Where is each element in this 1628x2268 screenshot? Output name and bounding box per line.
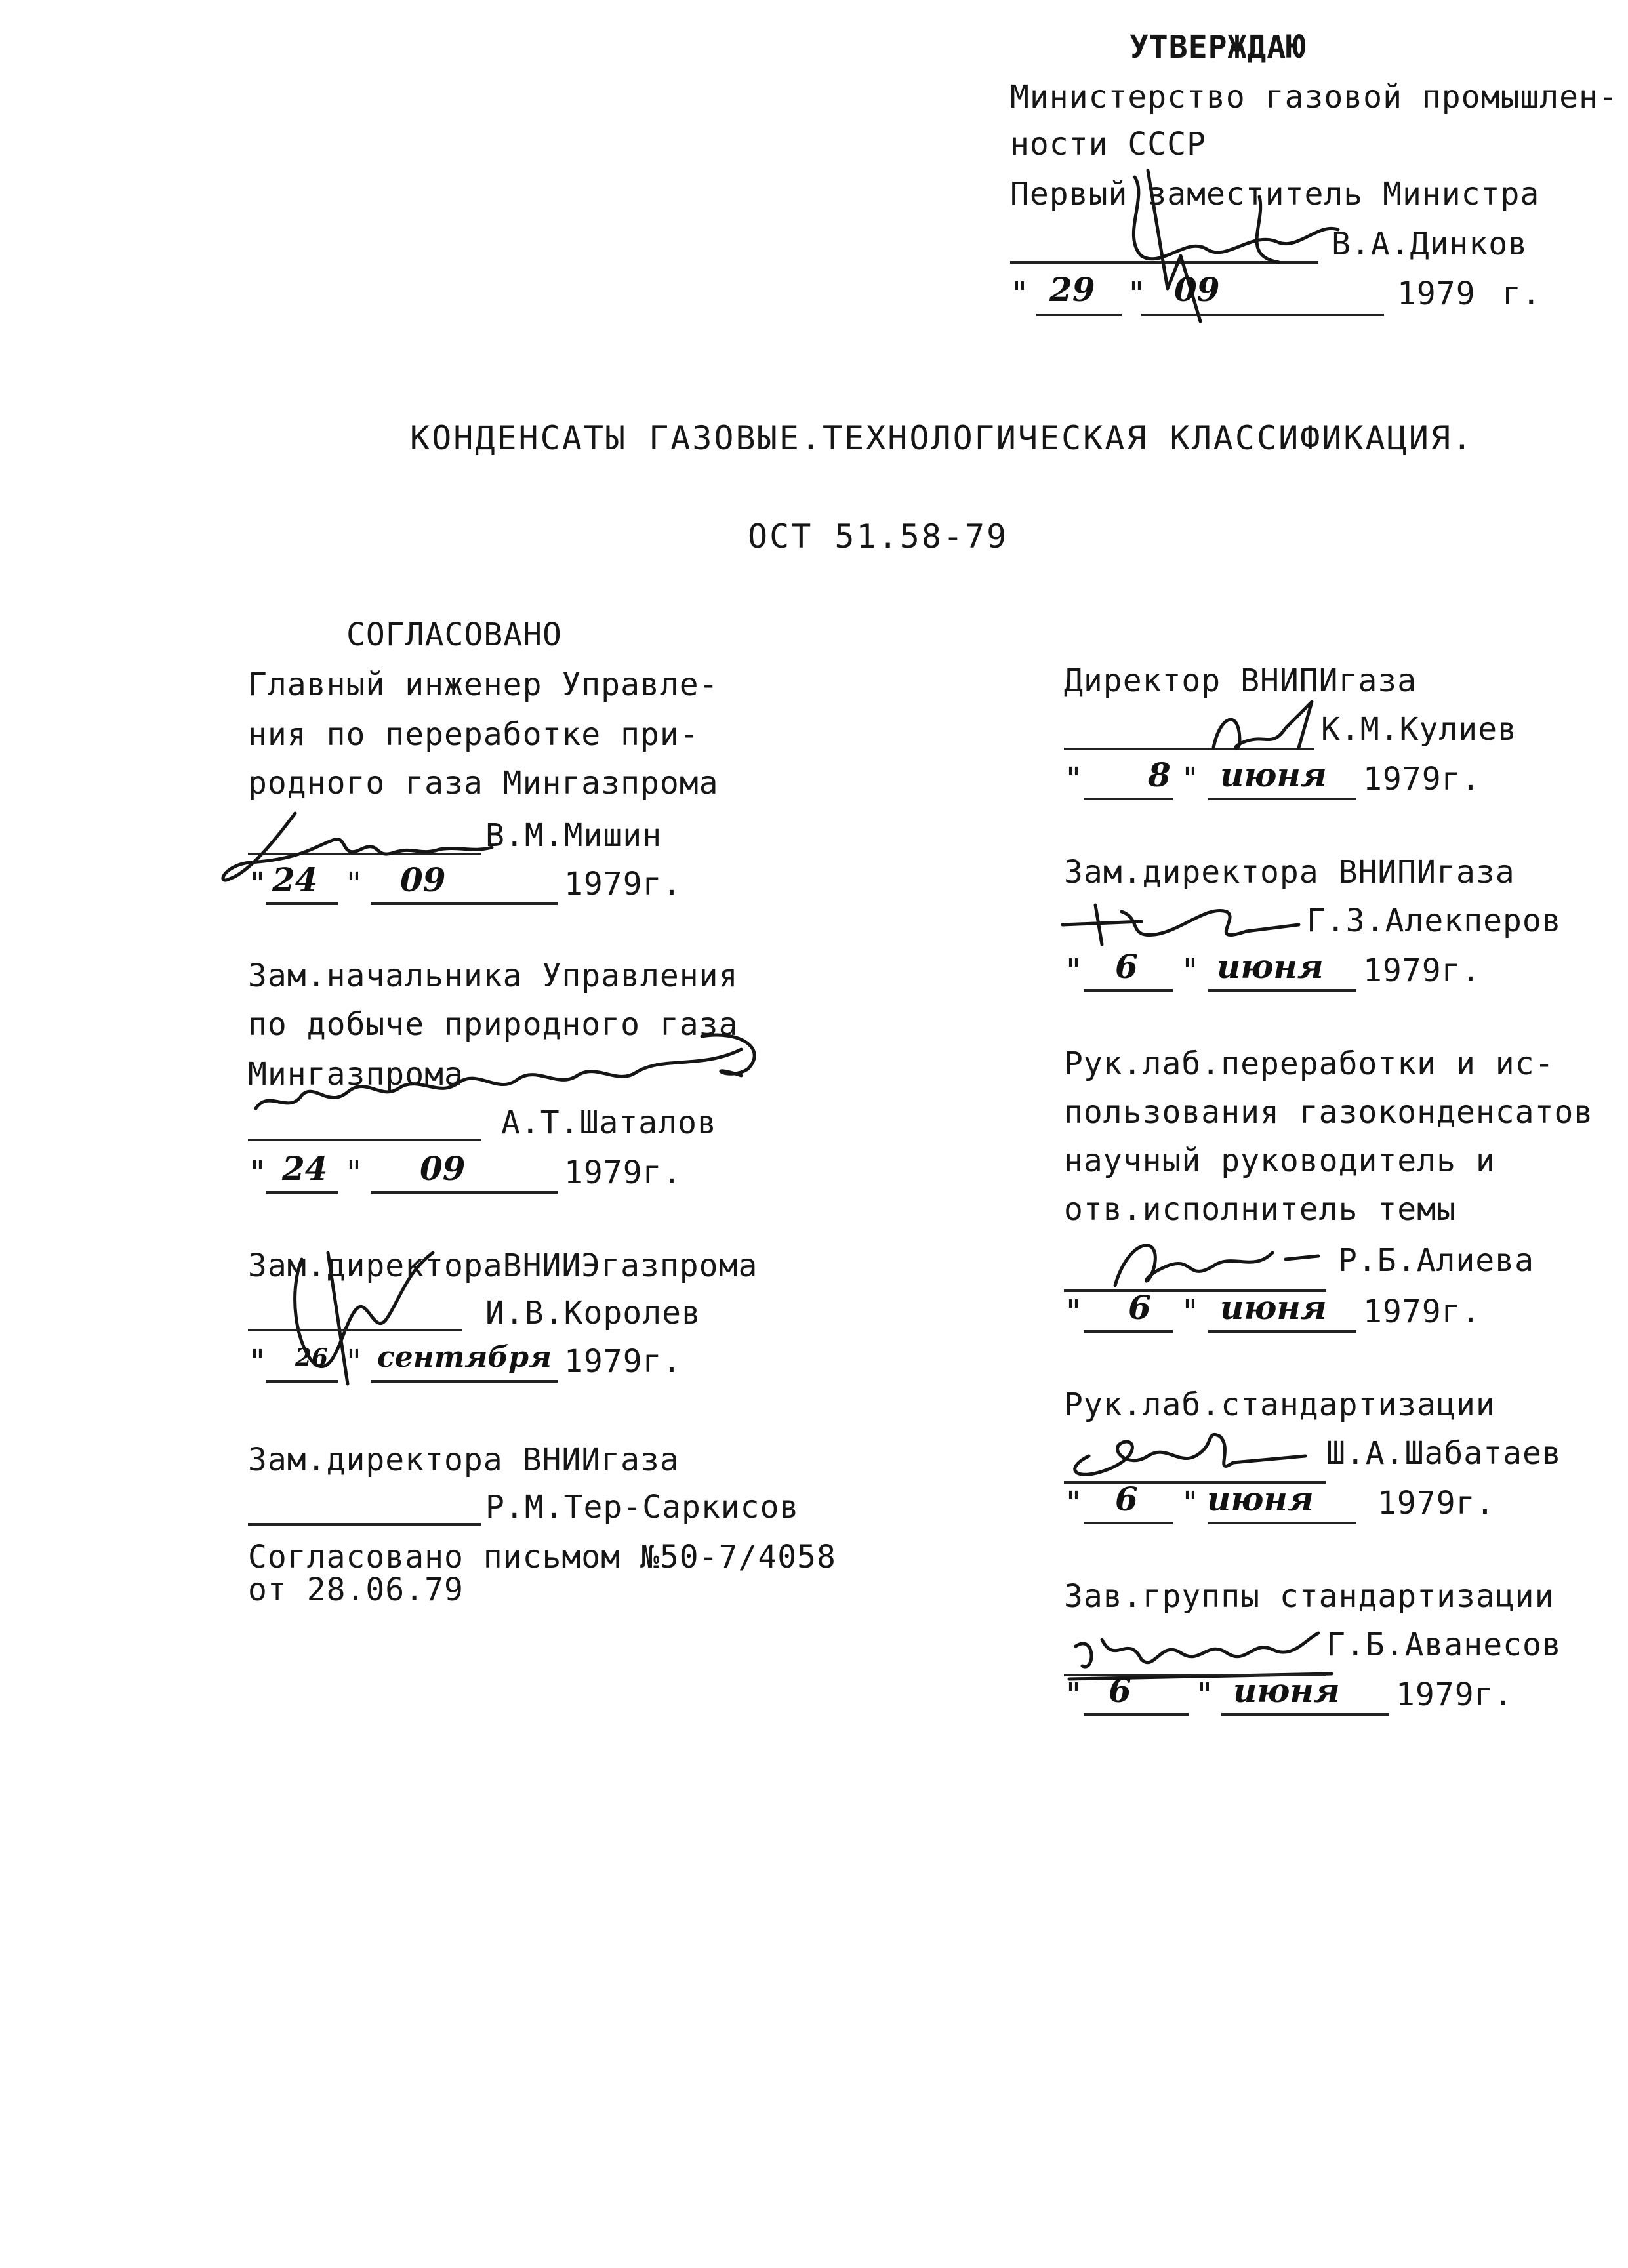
left-s2-day-line	[266, 1191, 338, 1194]
right-s5-q1: "	[1064, 1676, 1084, 1713]
right-s1-signature	[1200, 695, 1332, 761]
approval-heading: УТВЕРЖДАЮ	[1129, 29, 1307, 66]
right-s1-line1: Директор ВНИПИгаза	[1064, 662, 1417, 699]
left-s1-day: 24	[272, 861, 318, 899]
right-s3-year: 1979г.	[1363, 1293, 1481, 1330]
left-s2-day: 24	[282, 1149, 328, 1188]
right-s2-name: Г.З.Алекперов	[1307, 902, 1562, 939]
left-s1-name: В.М.Мишин	[485, 817, 662, 854]
approval-date-month: 09	[1174, 270, 1220, 309]
right-s1-day: 8	[1148, 756, 1171, 794]
left-s3-year: 1979г.	[564, 1343, 682, 1380]
right-s1-month: июня	[1220, 756, 1327, 794]
left-s1-month: 09	[400, 861, 446, 899]
right-s3-month: июня	[1220, 1288, 1327, 1327]
left-s3-signature-line	[248, 1329, 462, 1331]
right-s4-month: июня	[1207, 1480, 1314, 1518]
right-s4-month-line	[1208, 1522, 1356, 1524]
right-s2-line1: Зам.директора ВНИПИгаза	[1064, 854, 1515, 891]
right-s5-day: 6	[1109, 1671, 1131, 1710]
approval-signature	[1109, 157, 1358, 348]
left-s1-year: 1979г.	[564, 866, 682, 902]
right-s1-q1: "	[1064, 761, 1084, 798]
right-s3-line4: отв.исполнитель темы	[1064, 1191, 1456, 1228]
approval-date-day: 29	[1049, 270, 1095, 309]
right-s1-q2: "	[1181, 761, 1200, 798]
left-s4-name: Р.М.Тер-Саркисов	[485, 1489, 800, 1526]
right-s5-month: июня	[1233, 1671, 1340, 1710]
left-s1-month-line	[371, 902, 558, 905]
document-code: ОСТ 51.58-79	[748, 517, 1009, 556]
left-s4-signature-line	[248, 1523, 481, 1526]
right-s2-month-line	[1208, 989, 1356, 992]
left-s2-month-line	[371, 1191, 558, 1194]
right-s5-name: Г.Б.Аванесов	[1326, 1627, 1562, 1663]
right-s4-day: 6	[1115, 1480, 1138, 1518]
right-s3-name: Р.Б.Алиева	[1338, 1242, 1534, 1279]
right-s3-q2: "	[1181, 1293, 1200, 1330]
approval-position: Первый заместитель Министра	[1010, 176, 1540, 213]
left-s1-line2: ния по переработке при-	[248, 716, 699, 753]
right-s2-q2: "	[1181, 952, 1200, 989]
left-s4-note1: Согласовано письмом №50-7/4058	[248, 1539, 836, 1575]
right-s1-day-line	[1084, 798, 1173, 800]
approval-ministry-line1: Министерство газовой промышлен-	[1010, 79, 1618, 115]
left-s2-line3: Мингазпрома	[248, 1056, 464, 1093]
right-s2-day: 6	[1115, 947, 1138, 986]
left-s2-line2: по добыче природного газа	[248, 1006, 739, 1043]
document-title: КОНДЕНСАТЫ ГАЗОВЫЕ.ТЕХНОЛОГИЧЕСКАЯ КЛАССИФИКАЦИЯ.	[410, 419, 1475, 457]
right-s1-name: К.М.Кулиев	[1321, 711, 1517, 748]
left-s4-note2: от 28.06.79	[248, 1571, 464, 1608]
right-s5-month-line	[1221, 1713, 1389, 1716]
left-s2-signature-line	[248, 1139, 481, 1141]
left-s3-line1: Зам.директораВНИИЭгазпрома	[248, 1247, 758, 1284]
right-s3-line2: пользования газоконденсатов	[1064, 1094, 1594, 1131]
right-s5-q2: "	[1195, 1676, 1215, 1713]
left-s1-q1: "	[248, 866, 268, 902]
right-s4-q1: "	[1064, 1485, 1084, 1522]
left-s1-line3: родного газа Мингазпрома	[248, 765, 719, 801]
left-s3-q1: "	[248, 1343, 268, 1380]
right-s2-year: 1979г.	[1363, 952, 1481, 989]
approval-date-open-quote: "	[1010, 275, 1030, 312]
approval-month-line	[1141, 314, 1384, 316]
left-s2-name: А.Т.Шаталов	[501, 1104, 717, 1141]
right-s4-year: 1979г.	[1377, 1485, 1496, 1522]
right-s2-month: июня	[1217, 947, 1324, 986]
right-s1-year: 1979г.	[1363, 761, 1481, 798]
left-s3-month: сентября	[377, 1341, 552, 1374]
approval-name: В.А.Динков	[1332, 226, 1528, 262]
approval-ministry-line2: ности СССР	[1010, 126, 1206, 163]
left-s2-year: 1979г.	[564, 1154, 682, 1191]
right-s4-q2: "	[1181, 1485, 1200, 1522]
approval-date-year: 1979	[1397, 275, 1476, 312]
right-s4-signature	[1049, 1417, 1312, 1489]
right-s3-q1: "	[1064, 1293, 1084, 1330]
right-s3-day: 6	[1128, 1288, 1151, 1327]
right-s4-name: Ш.А.Шабатаев	[1326, 1435, 1562, 1472]
agreed-heading: СОГЛАСОВАНО	[346, 617, 562, 653]
right-s5-line1: Зав.группы стандартизации	[1064, 1578, 1555, 1615]
right-s3-line1: Рук.лаб.переработки и ис-	[1064, 1045, 1555, 1082]
approval-day-line	[1036, 314, 1122, 316]
right-s2-day-line	[1084, 989, 1173, 992]
left-s4-line1: Зам.директора ВНИИгаза	[248, 1442, 680, 1478]
left-s3-month-line	[371, 1380, 558, 1383]
right-s2-q1: "	[1064, 952, 1084, 989]
left-s3-q2: "	[344, 1343, 364, 1380]
left-s1-line1: Главный инженер Управле-	[248, 666, 719, 703]
left-s3-name: И.В.Королев	[485, 1295, 701, 1331]
right-s5-day-line	[1084, 1713, 1189, 1716]
right-s3-day-line	[1084, 1330, 1173, 1333]
left-s3-day: 26	[295, 1344, 329, 1371]
left-s1-q2: "	[344, 866, 364, 902]
right-s1-month-line	[1208, 798, 1356, 800]
left-s3-day-line	[266, 1380, 338, 1383]
right-s4-day-line	[1084, 1522, 1173, 1524]
approval-date-close-quote: "	[1127, 275, 1147, 312]
left-s2-q1: "	[248, 1154, 268, 1191]
left-s2-line1: Зам.начальника Управления	[248, 958, 739, 994]
right-s5-year: 1979г.	[1396, 1676, 1514, 1713]
approval-year-suffix: г.	[1502, 275, 1541, 312]
left-s2-month: 09	[420, 1149, 466, 1188]
left-s2-q2: "	[344, 1154, 364, 1191]
left-s1-day-line	[266, 902, 338, 905]
right-s3-line3: научный руководитель и	[1064, 1143, 1496, 1179]
right-s4-line1: Рук.лаб.стандартизации	[1064, 1387, 1496, 1423]
right-s3-month-line	[1208, 1330, 1356, 1333]
